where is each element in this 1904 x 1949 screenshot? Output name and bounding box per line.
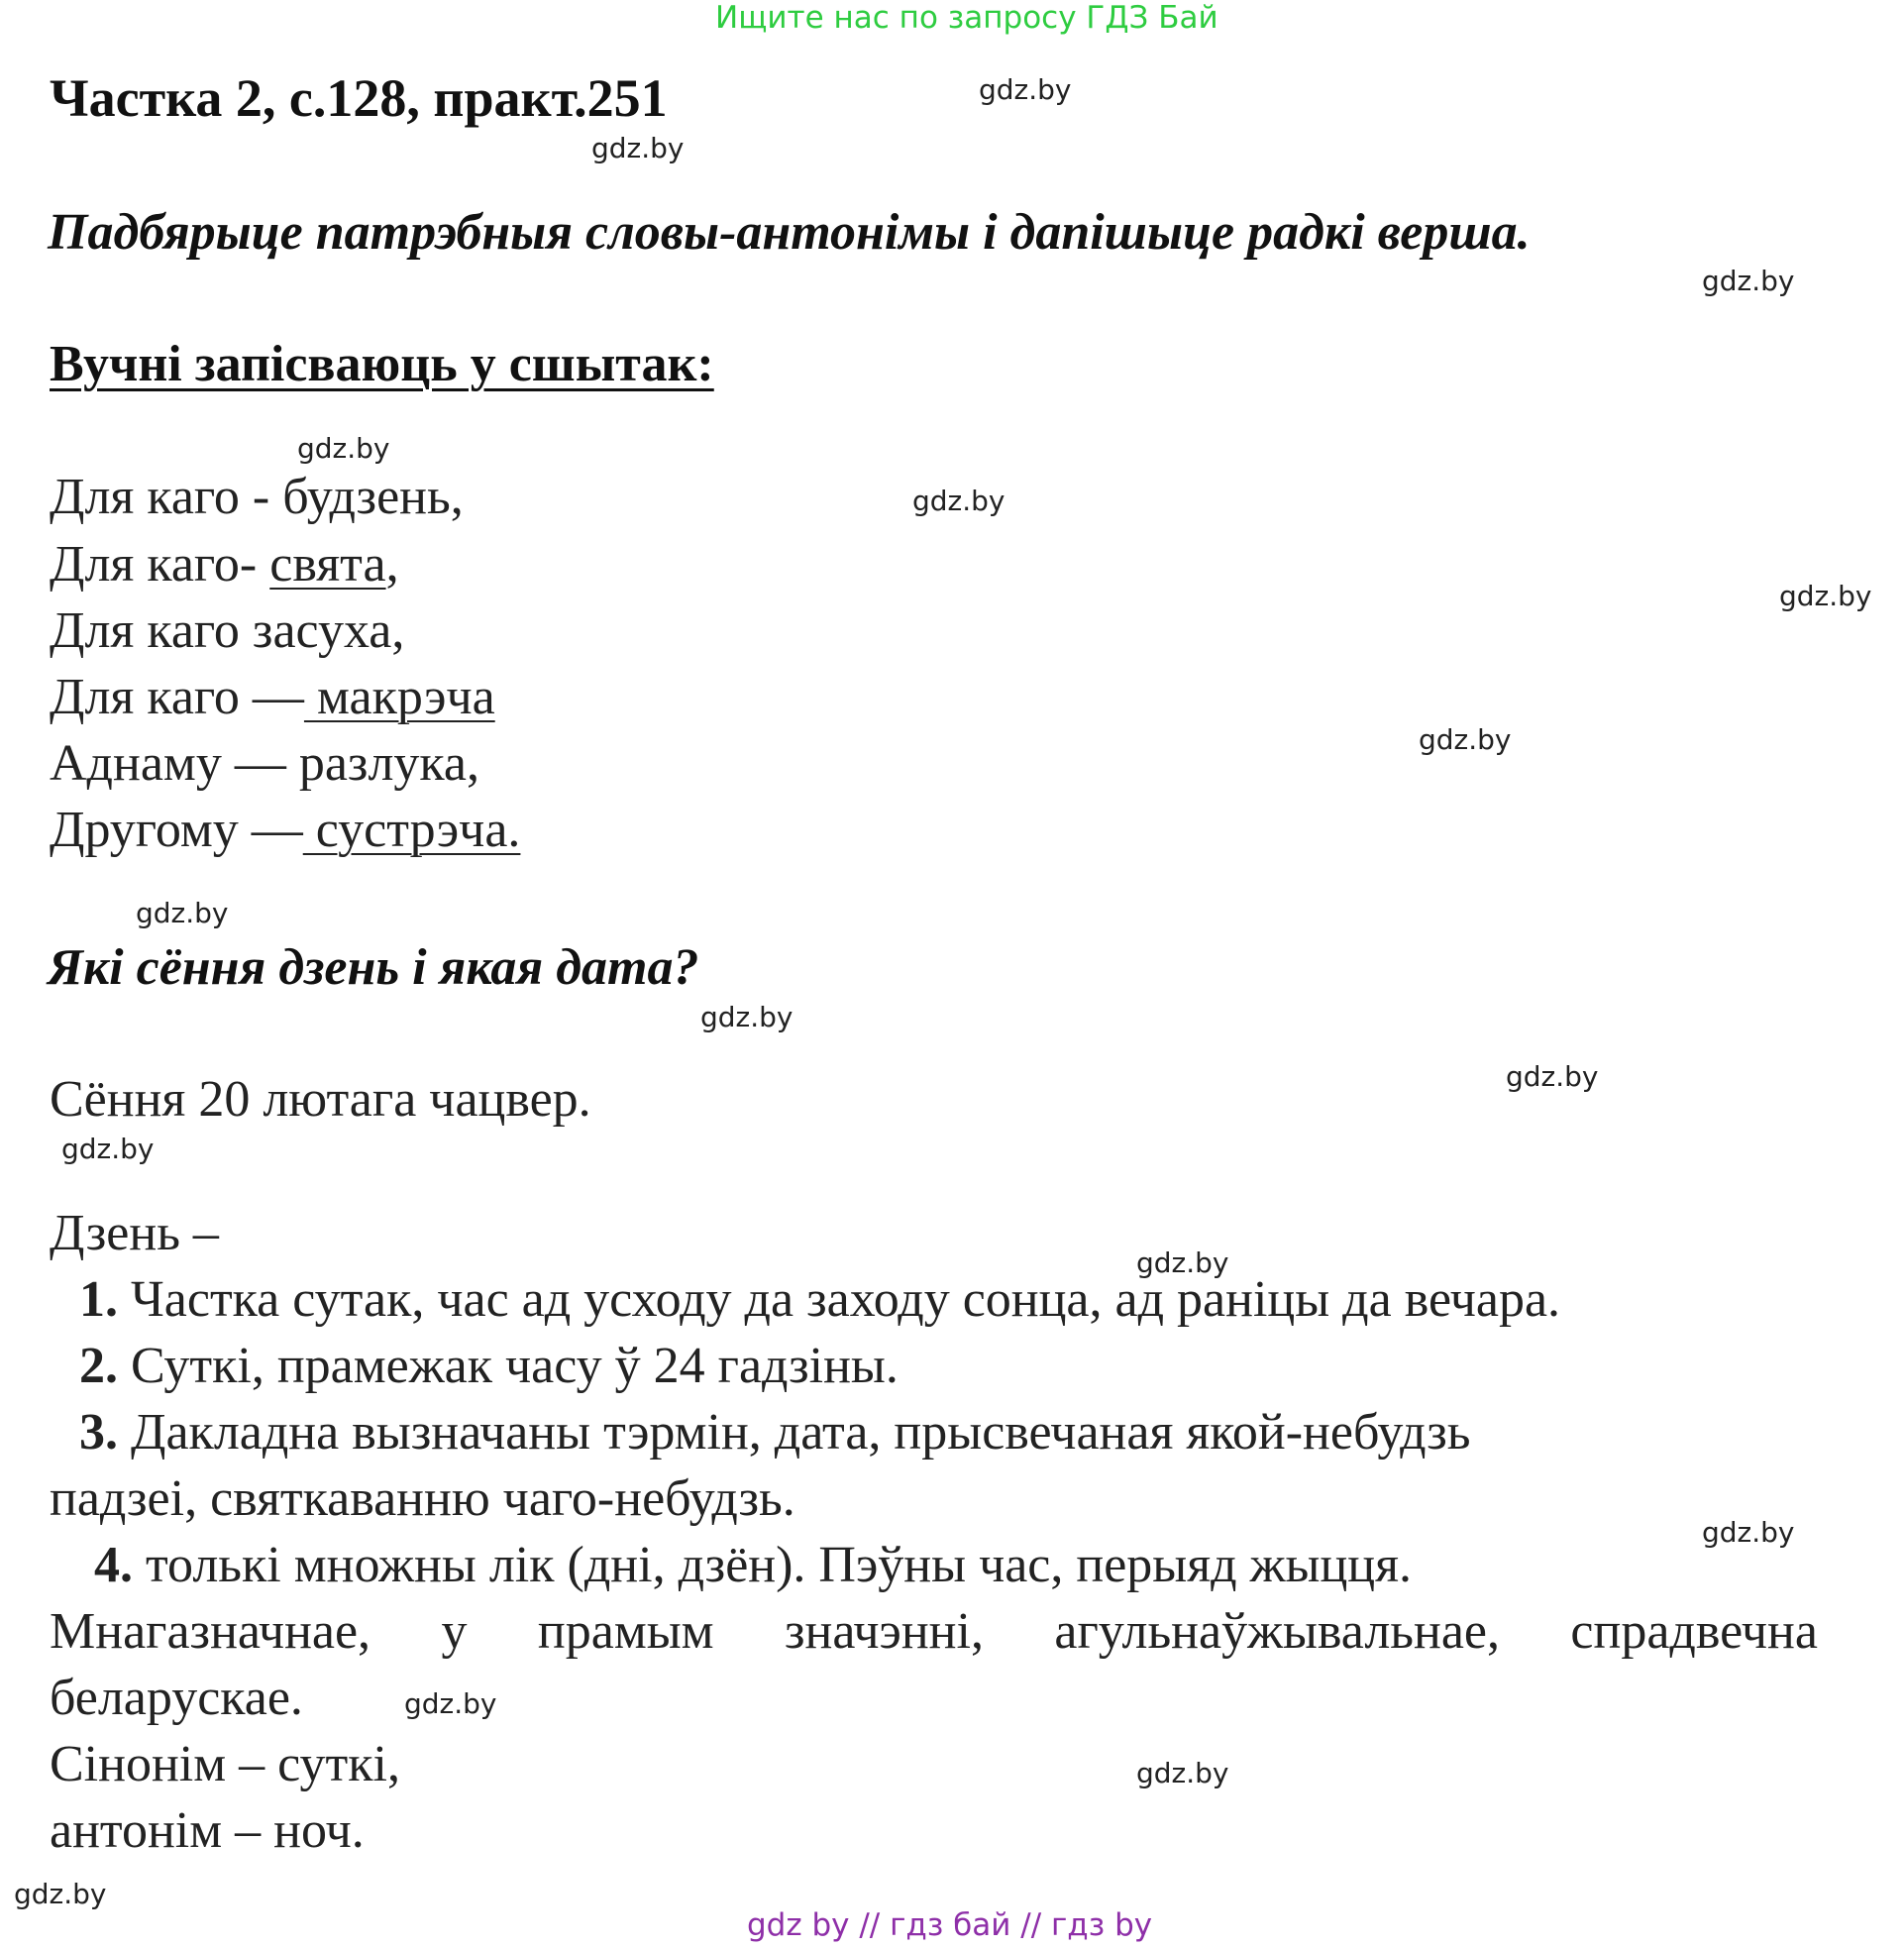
poem-line-prefix: Для каго- (50, 536, 270, 593)
poem-line-suffix: , (385, 536, 399, 593)
note-word: прамым (537, 1603, 714, 1660)
poem-answer: свята (269, 536, 386, 593)
poem-line: Для каго - будзень, (50, 469, 464, 525)
note-word: агульнаўжывальнае, (1054, 1603, 1500, 1660)
watermark: gdz.by (1779, 580, 1872, 612)
poem-line: Для каго засуха, (50, 602, 405, 659)
watermark: gdz.by (61, 1133, 155, 1165)
footer-links: gdz by // гдз бай // гдз by (747, 1907, 1153, 1943)
poem-line (50, 668, 495, 726)
item-text: Частка сутак, час ад усходу да заходу сонца, ад раніцы да вечара. (118, 1271, 1561, 1328)
watermark: gdz.by (912, 485, 1005, 517)
antonym-line: антонім – ноч. (50, 1802, 365, 1859)
synonym-line: Сінонім – суткі, (50, 1736, 400, 1792)
definition-item (79, 1337, 899, 1395)
item-text: Дакладна вызначаны тэрмін, дата, прысвечаная якой-небудзь (118, 1404, 1471, 1461)
watermark: gdz.by (14, 1878, 107, 1910)
poem-line-prefix: Для каго — (50, 669, 304, 725)
poem-answer: макрэча (303, 669, 495, 725)
search-banner: Ищите нас по запросу ГДЗ Бай (715, 0, 1218, 36)
definition-item (94, 1536, 1412, 1594)
page-title: Частка 2, с.128, практ.251 (50, 68, 668, 128)
watermark: gdz.by (297, 432, 390, 465)
poem-line (50, 535, 399, 594)
poem-line-prefix: Другому — (50, 802, 303, 858)
watermark: gdz.by (404, 1687, 497, 1720)
watermark: gdz.by (1136, 1757, 1229, 1789)
note-word: у (441, 1603, 468, 1660)
watermark: gdz.by (1419, 723, 1512, 756)
watermark: gdz.by (1702, 1516, 1795, 1549)
watermark: gdz.by (1702, 265, 1795, 297)
note-word: значэнні, (785, 1603, 984, 1660)
answer-date: Сёння 20 лютага чацвер. (50, 1071, 591, 1128)
item-text: Суткі, прамежак часу ў 24 гадзіны. (118, 1338, 899, 1394)
task-question: Які сёння дзень і якая дата? (48, 939, 699, 996)
watermark: gdz.by (591, 132, 685, 164)
note-word: спрадвечна (1570, 1603, 1818, 1660)
watermark: gdz.by (1506, 1060, 1599, 1093)
definition-item (79, 1403, 1471, 1462)
note-word: Мнагазначнае, (50, 1603, 371, 1660)
definition-item-continuation: падзеі, святкаванню чаго-небудзь. (50, 1470, 795, 1527)
definition-note (50, 1602, 1818, 1661)
item-number: 2. (79, 1338, 118, 1394)
definition-item (79, 1270, 1560, 1329)
definition-note-end: беларускае. (50, 1670, 303, 1726)
poem-line (50, 801, 520, 859)
item-number: 1. (79, 1271, 118, 1328)
watermark: gdz.by (700, 1001, 793, 1033)
item-number: 4. (94, 1537, 133, 1593)
watermark: gdz.by (136, 897, 229, 929)
section-subtitle: Вучні запісваюць у сшытак: (50, 336, 714, 392)
definition-head: Дзень – (50, 1205, 219, 1261)
item-number: 3. (79, 1404, 118, 1461)
watermark: gdz.by (1136, 1246, 1229, 1279)
poem-answer: сустрэча. (302, 802, 521, 858)
watermark: gdz.by (979, 73, 1072, 106)
poem-line: Аднаму — разлука, (50, 735, 479, 792)
item-text: толькі множны лік (дні, дзён). Пэўны час, перыяд жыцця. (133, 1537, 1413, 1593)
task-instruction: Падбярыце патрэбныя словы-антонімы і дапішыце радкі верша. (48, 204, 1531, 261)
